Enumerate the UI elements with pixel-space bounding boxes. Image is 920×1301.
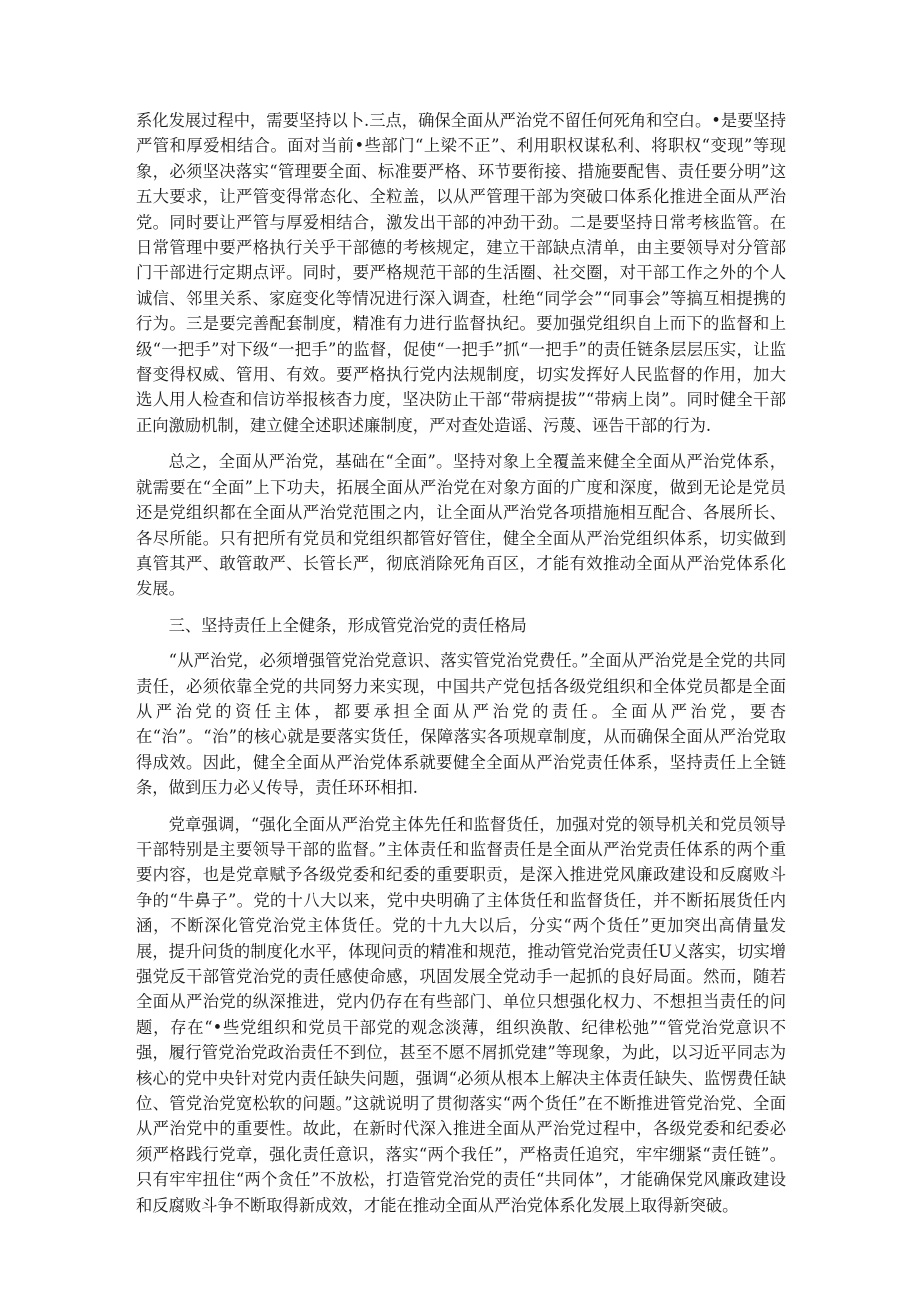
section-heading: 三、坚持责任上全健条，形成管党治党的责任格局 [168, 615, 527, 635]
paragraph-summary: 总之，全面从严治党，基础在“全面”。坚持对象上全覆盖来健全全面从严治党体系，就需要在“全面”上下功夫，拓展全面从严治党在对象方面的广度和深度，做到无论是党员还是党组织都在全面从严治党范围之内，让全面从严治党各项措施相互配合、各展所长、各尽所能。只有把所有党员和党组织都管好管住，健全全面从严治党组织体系，切实做到真管其严、敢管敢严、长管长严，彻底消除死角百区，才能有效推动全面从严治党体系化发展。 [136, 452, 786, 599]
paragraph-continuation: 系化发展过程中，需要坚持以卜.三点，确保全面从严治党不留任何死角和空白。•是要坚持严管和厚爱相结合。面对当前•些部门“上梁不正”、利用职权谋私利、将职权“变现”等现象，必须坚决落实“管理要全面、标准要严格、环节要衔接、措施要配售、责任要分明”这五大要求，让严管变得常态化、全粒盖，以从严管理干部为突破口体系化推进全面从严治党。同时要让严管与厚爱相结合，激发出干部的冲劲干劲。二是要坚持日常考核监管。在日常管理中要严格执行关乎干部德的考核规定，建立干部缺点清单，由主要领导对分管部门干部进行定期点评。同时，要严格规范干部的生活圈、社交圈，对干部工作之外的个人诚信、邻里关系、家庭变化等情况进行深入调查，杜绝“同学会”“同事会”等搞互相提携的行为。三是要完善配套制度，精准有力进行监督执纪。要加强党组织自上而下的监督和上级“一把手”对下级“一把手”的监督，促使“一把手”抓“一把手”的责任链条层层压实，让监督变得权威、管用、有效。要严格执行党内法规制度，切实发挥好人民监督的作用，加大选人用人检查和信访举报核杳力度，坚决防止干部“带病提拔”“带病上岗”。同时健全干部正向激励机制，建立健全述职述廉制度，严对查处造谣、污蔑、诬告干部的行为. [136, 111, 786, 435]
paragraph-responsibility: “从严治党，必须增强管党治党意识、落实管党治党费任。”全面从严治党是全党的共同责任，必须依靠全党的共同努力来实现，中国共产党包括各级党组织和全体党员都是全面从严治党的资任主体，都要承担全面从严治党的责任。全面从严治党，要杏在“治”。“治”的核心就是要落实货任，保障落实各项规章制度，从而确保全面从严治党取得成效。因此，健全全面从严治党体系就要健全全面从严治党责任体系，坚持责任上全链条，做到压力必乂传导，责任环环相扣. [136, 651, 786, 798]
paragraph-party-constitution: 党章强调，“强化全面从严治党主体先任和监督货任，加强对党的领导机关和党员领导干部特别是主要领导干部的监督。”主体责任和监督责任是全面从严治党责任体系的两个重要内容，也是党章赋予各级党委和纪委的重要职贡，是深入推进党风廉政建设和反腐败斗争的“牛鼻子”。党的十八大以来，党中央明确了主体货任和监督货任，并不断拓展货任内涵，不断深化管党治党主体货任。党的十九大以后，分实“两个货任”更加突出高倩量发展，提升问货的制度化水平，体现问贡的精准和规范，推动管党治党责任U乂落实，切实增强党反干部管党治党的责任感使命感，巩固发展全党动手一起抓的良好局面。然而，随若全面从严治党的纵深推进，党内仍存在有些部门、单位只想强化权力、不想担当责任的问题，存在“•些党组织和党员干部党的观念淡薄，组织涣散、纪律松弛”“管党治党意识不强，履行管党治党政治责任不到位，甚至不愿不屑抓党建”等现象，为此，以习近平同志为核心的党中央针对党内责任缺失问题，强调“必须从根本上解决主体责任缺失、监愣费任缺位、管党治党宽松软的问题。”这就说明了贯彻落实“两个货任”在不断推进管党治党、全面从严治党中的重要性。故此，在新时代深入推进全面从严治党过程中，各级党委和纪委必须严格践行党章，强化责任意识，落实“两个我任”，严格责任追究，牢牢绷紧“责任链”。只有牢牢扭住“两个贪任”不放松，打造管党治党的责任“共同体”，才能确保党风廉政建设和反腐败斗争不断取得新成效，才能在推动全面从严治党体系化发展上取得新突破。 [136, 814, 786, 1215]
document-page [136, 108, 786, 1218]
